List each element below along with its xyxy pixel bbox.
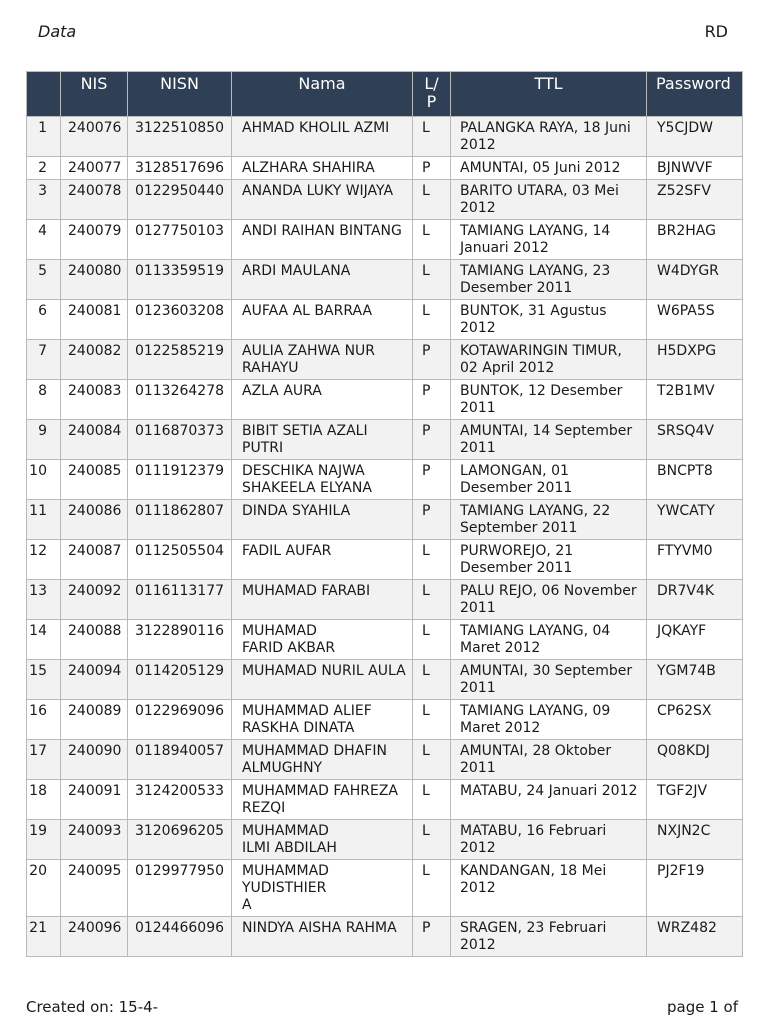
- password-cell: Y5CJDW: [647, 117, 743, 157]
- gender-cell: P: [413, 340, 451, 380]
- gender-cell: L: [413, 117, 451, 157]
- nis-cell: 240091: [61, 780, 128, 820]
- nisn-cell: 0111912379: [128, 460, 232, 500]
- nis-cell: 240081: [61, 300, 128, 340]
- nama-cell: AULIA ZAHWA NUR RAHAYU: [232, 340, 413, 380]
- gender-cell: L: [413, 620, 451, 660]
- password-cell: SRSQ4V: [647, 420, 743, 460]
- table-row: [27, 540, 743, 580]
- password-cell: TGF2JV: [647, 780, 743, 820]
- table-row: [27, 780, 743, 820]
- password-cell: BJNWVF: [647, 157, 743, 180]
- password-cell: CP62SX: [647, 700, 743, 740]
- nisn-cell: 0118940057: [128, 740, 232, 780]
- row-number: 21: [27, 917, 61, 957]
- nama-cell: AUFAA AL BARRAA: [232, 300, 413, 340]
- table-row: [27, 620, 743, 660]
- row-number: 13: [27, 580, 61, 620]
- nama-cell: MUHAMMAD DHAFIN ALMUGHNY: [232, 740, 413, 780]
- row-number: 2: [27, 157, 61, 180]
- student-table: [26, 71, 743, 957]
- nisn-cell: 0116113177: [128, 580, 232, 620]
- column-header-ttl: TTL: [451, 72, 647, 117]
- ttl-cell: TAMIANG LAYANG, 04 Maret 2012: [451, 620, 647, 660]
- nama-cell: MUHAMMAD ILMI ABDILAH: [232, 820, 413, 860]
- nisn-cell: 0122585219: [128, 340, 232, 380]
- nama-cell: DESCHIKA NAJWA SHAKEELA ELYANA: [232, 460, 413, 500]
- row-number: 18: [27, 780, 61, 820]
- nama-cell: MUHAMMAD YUDISTHIER A: [232, 860, 413, 917]
- row-number: 6: [27, 300, 61, 340]
- ttl-cell: MATABU, 24 Januari 2012: [451, 780, 647, 820]
- row-number: 19: [27, 820, 61, 860]
- nama-cell: AZLA AURA: [232, 380, 413, 420]
- password-cell: WRZ482: [647, 917, 743, 957]
- ttl-cell: SRAGEN, 23 Februari 2012: [451, 917, 647, 957]
- row-number: 11: [27, 500, 61, 540]
- gender-cell: L: [413, 780, 451, 820]
- gender-cell: L: [413, 740, 451, 780]
- password-cell: H5DXPG: [647, 340, 743, 380]
- nama-cell: DINDA SYAHILA: [232, 500, 413, 540]
- gender-cell: L: [413, 820, 451, 860]
- nama-cell: ANDI RAIHAN BINTANG: [232, 220, 413, 260]
- nisn-cell: 0113264278: [128, 380, 232, 420]
- ttl-cell: MATABU, 16 Februari 2012: [451, 820, 647, 860]
- ttl-cell: TAMIANG LAYANG, 22 September 2011: [451, 500, 647, 540]
- ttl-cell: AMUNTAI, 05 Juni 2012: [451, 157, 647, 180]
- column-header-lp: L/ P: [413, 72, 451, 117]
- nis-cell: 240080: [61, 260, 128, 300]
- nisn-cell: 0122950440: [128, 180, 232, 220]
- table-body: [27, 117, 743, 957]
- nama-cell: MUHAMAD NURIL AULA: [232, 660, 413, 700]
- table-row: [27, 157, 743, 180]
- nama-cell: ARDI MAULANA: [232, 260, 413, 300]
- nis-cell: 240087: [61, 540, 128, 580]
- ttl-cell: TAMIANG LAYANG, 09 Maret 2012: [451, 700, 647, 740]
- header-row: [27, 72, 743, 117]
- created-on-label: Created on: 15-4-: [26, 998, 159, 1016]
- nisn-cell: 0113359519: [128, 260, 232, 300]
- table-row: [27, 340, 743, 380]
- ttl-cell: BUNTOK, 31 Agustus 2012: [451, 300, 647, 340]
- column-header-no: [27, 72, 61, 117]
- password-cell: DR7V4K: [647, 580, 743, 620]
- row-number: 15: [27, 660, 61, 700]
- page-number: page 1 of: [666, 998, 738, 1016]
- nis-cell: 240094: [61, 660, 128, 700]
- password-cell: BNCPT8: [647, 460, 743, 500]
- nisn-cell: 0127750103: [128, 220, 232, 260]
- nisn-cell: 3122510850: [128, 117, 232, 157]
- row-number: 9: [27, 420, 61, 460]
- password-cell: BR2HAG: [647, 220, 743, 260]
- nama-cell: FADIL AUFAR: [232, 540, 413, 580]
- row-number: 17: [27, 740, 61, 780]
- row-number: 12: [27, 540, 61, 580]
- table-row: [27, 820, 743, 860]
- nis-cell: 240084: [61, 420, 128, 460]
- row-number: 4: [27, 220, 61, 260]
- nisn-cell: 0112505504: [128, 540, 232, 580]
- nisn-cell: 0123603208: [128, 300, 232, 340]
- gender-cell: L: [413, 580, 451, 620]
- nis-cell: 240078: [61, 180, 128, 220]
- gender-cell: L: [413, 300, 451, 340]
- password-cell: W4DYGR: [647, 260, 743, 300]
- nisn-cell: 0122969096: [128, 700, 232, 740]
- row-number: 8: [27, 380, 61, 420]
- ttl-cell: TAMIANG LAYANG, 23 Desember 2011: [451, 260, 647, 300]
- password-cell: Z52SFV: [647, 180, 743, 220]
- document-code: RD: [704, 22, 728, 41]
- nisn-cell: 3122890116: [128, 620, 232, 660]
- row-number: 7: [27, 340, 61, 380]
- nis-cell: 240090: [61, 740, 128, 780]
- nis-cell: 240089: [61, 700, 128, 740]
- table-row: [27, 460, 743, 500]
- nisn-cell: 3128517696: [128, 157, 232, 180]
- nama-cell: MUHAMAD FARID AKBAR: [232, 620, 413, 660]
- table-row: [27, 300, 743, 340]
- table-row: [27, 380, 743, 420]
- nis-cell: 240082: [61, 340, 128, 380]
- nis-cell: 240096: [61, 917, 128, 957]
- nama-cell: ALZHARA SHAHIRA: [232, 157, 413, 180]
- document-title: Data: [38, 22, 77, 41]
- ttl-cell: PURWOREJO, 21 Desember 2011: [451, 540, 647, 580]
- table-row: [27, 740, 743, 780]
- nis-cell: 240076: [61, 117, 128, 157]
- table-row: [27, 420, 743, 460]
- gender-cell: P: [413, 420, 451, 460]
- row-number: 3: [27, 180, 61, 220]
- gender-cell: P: [413, 157, 451, 180]
- password-cell: NXJN2C: [647, 820, 743, 860]
- nisn-cell: 3120696205: [128, 820, 232, 860]
- nama-cell: BIBIT SETIA AZALI PUTRI: [232, 420, 413, 460]
- table-row: [27, 220, 743, 260]
- table-header: [27, 72, 743, 117]
- nama-cell: MUHAMMAD FAHREZA REZQI: [232, 780, 413, 820]
- ttl-cell: AMUNTAI, 28 Oktober 2011: [451, 740, 647, 780]
- table-row: [27, 117, 743, 157]
- row-number: 20: [27, 860, 61, 917]
- table-row: [27, 180, 743, 220]
- row-number: 1: [27, 117, 61, 157]
- gender-cell: P: [413, 460, 451, 500]
- table-row: [27, 660, 743, 700]
- gender-cell: L: [413, 540, 451, 580]
- ttl-cell: TAMIANG LAYANG, 14 Januari 2012: [451, 220, 647, 260]
- nis-cell: 240088: [61, 620, 128, 660]
- column-header-nama: Nama: [232, 72, 413, 117]
- table-row: [27, 700, 743, 740]
- ttl-cell: BARITO UTARA, 03 Mei 2012: [451, 180, 647, 220]
- ttl-cell: BUNTOK, 12 Desember 2011: [451, 380, 647, 420]
- nisn-cell: 0124466096: [128, 917, 232, 957]
- gender-cell: P: [413, 380, 451, 420]
- gender-cell: L: [413, 860, 451, 917]
- nis-cell: 240086: [61, 500, 128, 540]
- column-header-nis: NIS: [61, 72, 128, 117]
- password-cell: W6PA5S: [647, 300, 743, 340]
- nis-cell: 240077: [61, 157, 128, 180]
- ttl-cell: KOTAWARINGIN TIMUR, 02 April 2012: [451, 340, 647, 380]
- nisn-cell: 0129977950: [128, 860, 232, 917]
- gender-cell: L: [413, 180, 451, 220]
- nisn-cell: 0114205129: [128, 660, 232, 700]
- nisn-cell: 0116870373: [128, 420, 232, 460]
- nama-cell: MUHAMAD FARABI: [232, 580, 413, 620]
- password-cell: T2B1MV: [647, 380, 743, 420]
- nis-cell: 240085: [61, 460, 128, 500]
- nama-cell: ANANDA LUKY WIJAYA: [232, 180, 413, 220]
- row-number: 16: [27, 700, 61, 740]
- nama-cell: NINDYA AISHA RAHMA: [232, 917, 413, 957]
- column-header-nisn: NISN: [128, 72, 232, 117]
- row-number: 5: [27, 260, 61, 300]
- column-header-password: Password: [647, 72, 743, 117]
- password-cell: YWCATY: [647, 500, 743, 540]
- gender-cell: L: [413, 700, 451, 740]
- nis-cell: 240095: [61, 860, 128, 917]
- row-number: 10: [27, 460, 61, 500]
- password-cell: FTYVM0: [647, 540, 743, 580]
- table-row: [27, 860, 743, 917]
- ttl-cell: AMUNTAI, 14 September 2011: [451, 420, 647, 460]
- nisn-cell: 3124200533: [128, 780, 232, 820]
- table-row: [27, 580, 743, 620]
- ttl-cell: LAMONGAN, 01 Desember 2011: [451, 460, 647, 500]
- ttl-cell: KANDANGAN, 18 Mei 2012: [451, 860, 647, 917]
- gender-cell: P: [413, 500, 451, 540]
- nis-cell: 240093: [61, 820, 128, 860]
- nisn-cell: 0111862807: [128, 500, 232, 540]
- password-cell: YGM74B: [647, 660, 743, 700]
- table-row: [27, 260, 743, 300]
- nis-cell: 240092: [61, 580, 128, 620]
- nama-cell: MUHAMMAD ALIEF RASKHA DINATA: [232, 700, 413, 740]
- password-cell: JQKAYF: [647, 620, 743, 660]
- password-cell: PJ2F19: [647, 860, 743, 917]
- ttl-cell: AMUNTAI, 30 September 2011: [451, 660, 647, 700]
- nis-cell: 240079: [61, 220, 128, 260]
- password-cell: Q08KDJ: [647, 740, 743, 780]
- gender-cell: L: [413, 260, 451, 300]
- gender-cell: L: [413, 220, 451, 260]
- gender-cell: L: [413, 660, 451, 700]
- table-row: [27, 500, 743, 540]
- nis-cell: 240083: [61, 380, 128, 420]
- ttl-cell: PALU REJO, 06 November 2011: [451, 580, 647, 620]
- gender-cell: P: [413, 917, 451, 957]
- ttl-cell: PALANGKA RAYA, 18 Juni 2012: [451, 117, 647, 157]
- table-row: [27, 917, 743, 957]
- row-number: 14: [27, 620, 61, 660]
- nama-cell: AHMAD KHOLIL AZMI: [232, 117, 413, 157]
